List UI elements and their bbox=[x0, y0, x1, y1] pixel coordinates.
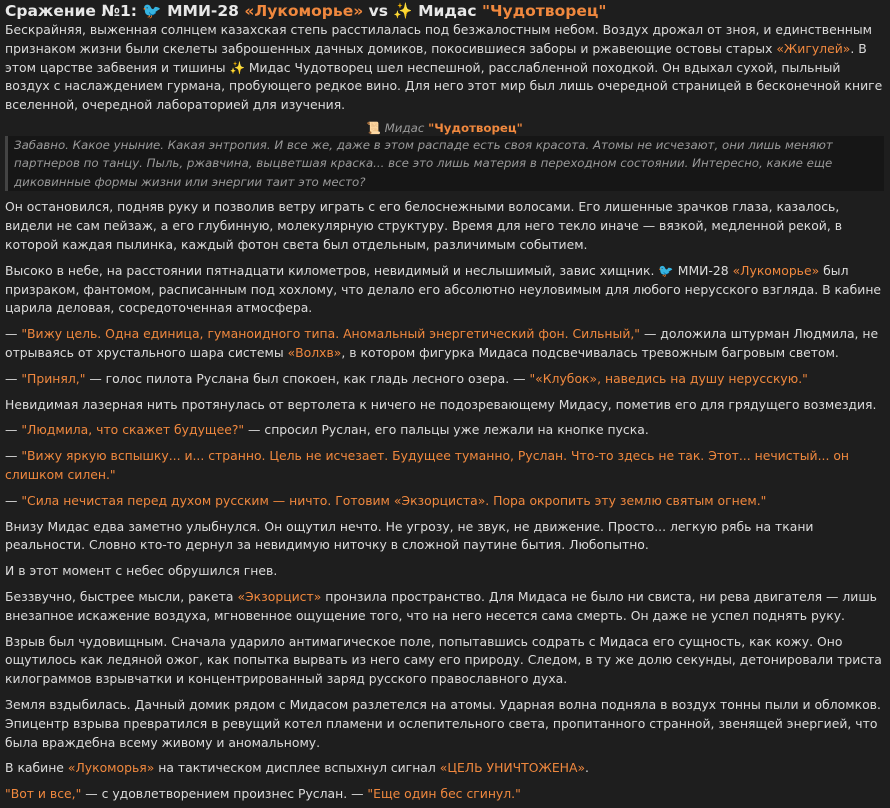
quote-block: Забавно. Какое уныние. Какая энтропия. И все же, даже в этом распаде есть своя красота. Атомы не исчезают, они лишь меняют партнеров по танцу. Пыль, ржавчина, выцветшая краска... все это лишь материя в переходном состоянии. Интересно, какие еще диковинные формы жизни или энергии таит это место? bbox=[5, 136, 884, 192]
paragraph: Высоко в небе, на расстоянии пятнадцати километров, невидимый и неслышимый, завис хищник. 🐦 ММИ-28 «Лукоморье» был призраком, фантомом, расписанным под хохлому, что делало его абсолютно неуловимым для любого нерусского взгляда. В кабине царила деловая, сосредоточенная атмосфера. bbox=[5, 262, 882, 316]
sparkles-icon: ✨ bbox=[393, 2, 413, 20]
paragraph: И в этот момент с небес обрушился гнев. bbox=[5, 563, 278, 579]
paragraph: Он остановился, подняв руку и позволив ветру играть с его белоснежными волосами. Его лишенные зрачков глаза, казалось, видели не сам пейзаж, а его глубинную, молекулярную структуру. Время для него текло иначе — вязкой, медленной рекой, в которой каждая пылинка, каждый фотон света был отдельным, различимым событием. bbox=[5, 199, 843, 253]
paragraph: В кабине «Лукоморья» на тактическом дисплее вспыхнул сигнал «ЦЕЛЬ УНИЧТОЖЕНА». bbox=[5, 760, 589, 776]
dialogue-line: — "Принял," — голос пилота Руслана был спокоен, как гладь лесного озера. — "«Клубок», наведись на душу нерусскую." bbox=[5, 370, 808, 386]
sparkles-icon: ✨ bbox=[229, 59, 245, 75]
dialogue-line: "Вот и все," — с удовлетворением произнес Руслан. — "Еще один бес сгинул." bbox=[5, 786, 521, 802]
dialogue-line: — "Вижу яркую вспышку... и... странно. Цель не исчезает. Будущее туманно, Руслан. Что-то здесь не так. Этот... нечистый... он слишком силен." bbox=[5, 448, 850, 483]
paragraph: Внизу Мидас едва заметно улыбнулся. Он ощутил нечто. Не угрозу, не звук, не движение. Просто... легкую рябь на ткани реальности. Словно кто-то дернул за невидимую ниточку в сложной паутине бытия. Любопытно. bbox=[5, 518, 814, 553]
paragraph-intro: Бескрайняя, выженная солнцем казахская степь расстилалась под безжалостным небом. Воздух дрожал от зноя, и единственным признаком жизни были скелеты заброшенных дачных домиков, покосившиеся заборы и ржавеющие остовы старых «Жигулей». В этом царстве забвения и тишины ✨ Мидас Чудотворец шел неспешной, расслабленной походкой. Он вдыхал сухой, пыльный воздух с наслаждением гурмана, пробующего редкое вино. Для него этот мир был лишь очередной страницей в бесконечной книге вселенной, очередной лабораторией для изучения. bbox=[5, 22, 883, 113]
page-title: Сражение №1: 🐦 ММИ-28 «Лукоморье» vs ✨ Мидас "Чудотворец" bbox=[5, 2, 607, 20]
dialogue-line: — "Вижу цель. Одна единица, гуманоидного типа. Аномальный энергетический фон. Сильный," — доложила штурман Людмила, не отрываясь от хрустального шара системы «Волхв», в котором фигурка Мидаса подсвечивалась тревожным багровым светом. bbox=[5, 326, 879, 361]
paragraph: Беззвучно, быстрее мысли, ракета «Экзорцист» пронзила пространство. Для Мидаса не было ни свиста, ни рева двигателя — лишь внезапное искажение воздуха, мгновенное ощущение того, что на него несется сама смерть. Он даже не успел поднять руку. bbox=[5, 589, 877, 623]
side2-name: "Чудотворец" bbox=[481, 2, 607, 20]
paragraph: Взрыв был чудовищным. Сначала ударило антимагическое поле, попытавшись содрать с Мидаса его сущность, как кожу. Оно ощутилось как ледяной ожог, как попытка вырвать из него саму его природу. Следом, в ту же долю секунды, детонировали триста килограммов взрывчатки и концентрированный заряд русского православного духа. bbox=[5, 633, 882, 687]
dialogue-line: — "Сила нечистая перед духом русским — ничто. Готовим «Экзорциста». Пора окропить эту землю святым огнем." bbox=[5, 492, 767, 508]
dialogue-line: — "Людмила, что скажет будущее?" — спросил Руслан, его пальцы уже лежали на кнопке пуска. bbox=[5, 422, 649, 438]
bird-icon: 🐦 bbox=[658, 262, 674, 278]
side1-name: «Лукоморье» bbox=[244, 2, 364, 20]
paragraph: Невидимая лазерная нить протянулась от вертолета к ничего не подозревающему Мидасу, пометив его для грядущего возмездия. bbox=[5, 396, 877, 412]
quote-speaker: 📜 Мидас "Чудотворец" bbox=[366, 120, 523, 135]
paragraph: Земля вздыбилась. Дачный домик рядом с Мидасом разлетелся на атомы. Ударная волна подняла в воздух тонны пыли и обломков. Эпицентр взрыва превратился в ревущий котел пламени и ослепительного света, пропитанного странной, звенящей энергией, что была враждебна всему живому и аномальному. bbox=[5, 697, 881, 750]
bird-icon: 🐦 bbox=[142, 2, 162, 20]
scroll-icon: 📜 bbox=[366, 120, 381, 135]
